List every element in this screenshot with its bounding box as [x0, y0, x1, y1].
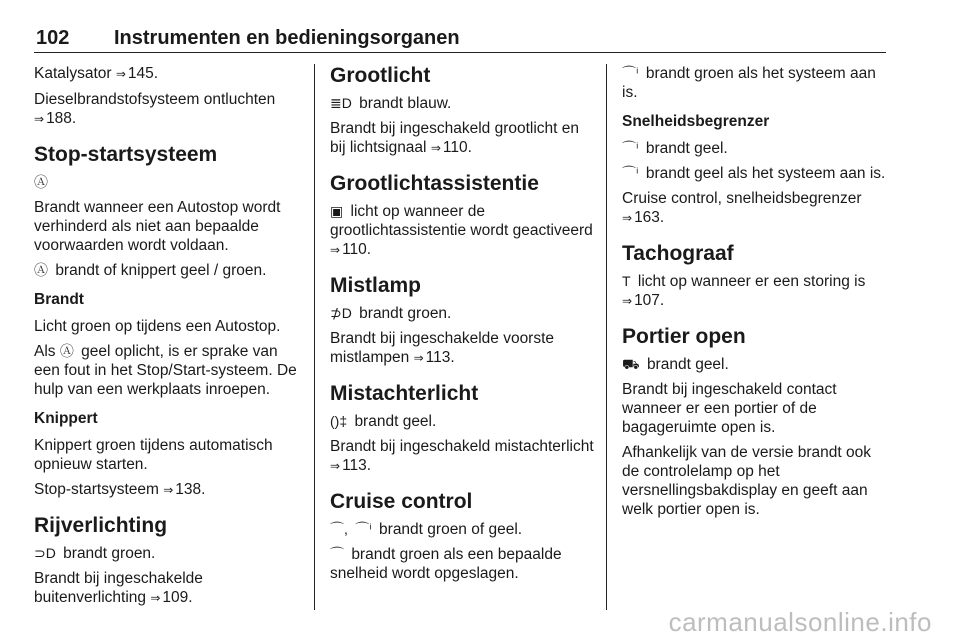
paragraph: Brandt bij ingeschakeld contact wanneer er een portier of de bagageruimte open is. — [622, 381, 837, 436]
ref-arrow-icon: ⇒ — [34, 112, 45, 126]
paragraph: ⌒, ⌒ⁱ brandt groen of geel. — [330, 521, 523, 538]
side-light-icon: ⊃D — [34, 545, 56, 561]
ref-arrow-icon: ⇒ — [330, 243, 341, 257]
page-reference[interactable]: 138. — [175, 481, 206, 498]
paragraph: Knippert groen tijdens automatisch opnieuw starten. — [34, 437, 273, 473]
paragraph: Afhankelijk van de versie brandt ook de controlelamp op het versnellingsbakdisplay en geeft aan welk portier open is. — [622, 444, 872, 518]
ref-arrow-icon: ⇒ — [413, 351, 424, 365]
page-reference[interactable]: 113. — [342, 457, 372, 474]
paragraph: Dieselbrandstofsysteem ontluchten ⇒ 188. — [34, 91, 276, 127]
paragraph: Brandt bij ingeschakelde voorste mistlampen ⇒ 113. — [330, 330, 555, 366]
column-divider — [314, 64, 315, 610]
paragraph: ⌒ⁱ brandt geel. — [622, 140, 728, 157]
ref-arrow-icon: ⇒ — [150, 591, 161, 605]
section-heading: Grootlicht — [330, 64, 431, 87]
page-reference[interactable]: 110. — [442, 139, 472, 156]
high-beam-assist-icon: ▣ — [330, 203, 344, 219]
paragraph: Cruise control, snelheidsbegrenzer ⇒ 163. — [622, 190, 862, 226]
page-reference[interactable]: 107. — [634, 292, 665, 309]
page-number: 102 — [36, 27, 70, 49]
autostop-icon: Ⓐ — [59, 343, 74, 359]
page-title: Instrumenten en bedieningsorganen — [114, 27, 460, 49]
cruise-control-on-icon: ⌒ⁱ — [355, 521, 372, 537]
ref-arrow-icon: ⇒ — [622, 294, 633, 308]
ref-arrow-icon: ⇒ — [330, 459, 341, 473]
subsection-heading: Knippert — [34, 410, 98, 427]
paragraph: ⛟ brandt geel. — [622, 356, 729, 373]
section-heading: Rijverlichting — [34, 514, 168, 537]
paragraph: Brandt wanneer een Autostop wordt verhinderd als niet aan bepaalde voorwaarden wordt voldaan. — [34, 199, 281, 254]
paragraph: Brandt bij ingeschakeld grootlicht en bij lichtsignaal ⇒ 110. — [330, 120, 580, 156]
cruise-control-icon: ⌒ — [330, 546, 344, 562]
page-reference[interactable]: 188. — [46, 110, 77, 127]
cruise-control-on-icon: ⌒ⁱ — [622, 65, 639, 81]
paragraph: ()‡ brandt geel. — [330, 413, 437, 430]
watermark: carmanualsonline.info — [668, 607, 932, 637]
paragraph: Als Ⓐ geel oplicht, is er sprake van een fout in het Stop/Start-systeem. De hulp van een werkplaats inroepen. — [34, 343, 297, 398]
subsection-heading: Snelheidsbegrenzer — [622, 113, 770, 130]
paragraph: ⌒ brandt groen als een bepaalde snelheid wordt opgeslagen. — [330, 546, 562, 582]
page-reference[interactable]: 109. — [162, 589, 193, 606]
page-reference[interactable]: 163. — [634, 209, 665, 226]
paragraph: ⌒ⁱ brandt groen als het systeem aan is. — [622, 65, 876, 101]
ref-arrow-icon: ⇒ — [115, 67, 126, 81]
subsection-heading: Brandt — [34, 291, 84, 308]
paragraph: Licht groen op tijdens een Autostop. — [34, 318, 281, 335]
rear-fog-light-icon: ()‡ — [330, 413, 348, 429]
paragraph: Stop-startsysteem ⇒ 138. — [34, 481, 206, 498]
column-1 — [34, 64, 306, 614]
section-heading: Mistlamp — [330, 274, 422, 297]
section-heading: Stop-startsysteem — [34, 143, 218, 166]
paragraph: ⊅D brandt groen. — [330, 305, 452, 322]
page-reference[interactable]: 113. — [425, 349, 455, 366]
autostop-icon: Ⓐ — [34, 262, 48, 278]
tachograph-icon: T — [622, 273, 631, 289]
column-3 — [622, 64, 890, 525]
paragraph: ⊃D brandt groen. — [34, 545, 156, 562]
paragraph: Katalysator ⇒ 145. — [34, 65, 159, 82]
paragraph: Brandt bij ingeschakelde buitenverlichting ⇒ 109. — [34, 570, 203, 606]
column-2 — [330, 64, 598, 589]
paragraph: ▣ licht op wanneer de grootlichtassistentie wordt geactiveerd ⇒ 110. — [330, 203, 593, 258]
door-open-icon: ⛟ — [622, 356, 640, 372]
cruise-control-icon: ⌒, — [330, 521, 348, 537]
speed-limiter-icon: ⌒ⁱ — [622, 165, 639, 181]
section-heading: Mistachterlicht — [330, 382, 479, 405]
page-reference[interactable]: 110. — [342, 241, 372, 258]
section-heading: Tachograaf — [622, 242, 734, 265]
section-heading: Cruise control — [330, 490, 473, 513]
paragraph: ⌒ⁱ brandt geel als het systeem aan is. — [622, 165, 886, 182]
paragraph: ≣D brandt blauw. — [330, 95, 452, 112]
column-divider — [606, 64, 607, 610]
high-beam-icon: ≣D — [330, 95, 352, 111]
paragraph: Brandt bij ingeschakeld mistachterlicht ⇒ 113. — [330, 438, 594, 474]
autostop-icon: Ⓐ — [34, 174, 48, 190]
ref-arrow-icon: ⇒ — [430, 141, 441, 155]
ref-arrow-icon: ⇒ — [622, 211, 633, 225]
page-header — [34, 26, 886, 53]
paragraph: T licht op wanneer er een storing is ⇒ 107. — [622, 273, 866, 309]
page-reference[interactable]: 145. — [127, 65, 159, 82]
paragraph: Ⓐ brandt of knippert geel / groen. — [34, 262, 267, 279]
section-heading: Portier open — [622, 325, 746, 348]
ref-arrow-icon: ⇒ — [163, 483, 174, 497]
fog-light-icon: ⊅D — [330, 305, 352, 321]
speed-limiter-icon: ⌒ⁱ — [622, 140, 639, 156]
section-heading: Grootlichtassistentie — [330, 172, 539, 195]
indicator-symbol — [34, 173, 306, 192]
